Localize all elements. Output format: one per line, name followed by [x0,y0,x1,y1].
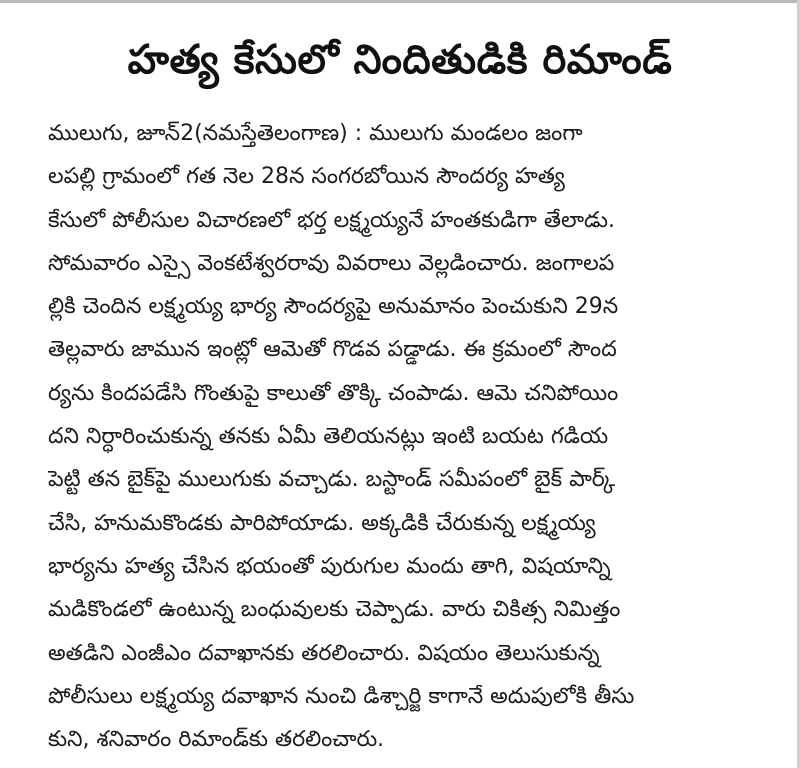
article-line: లపల్లి గ్రామంలో గత నెల 28న సంగరబోయిన సౌందర్య హత్య [48,164,565,190]
article-body [48,112,760,761]
article-line: ర్యను కిందపడేసి గొంతుపై కాలుతో తొక్కి చంపాడు. ఆమె చనిపోయిం [48,380,619,406]
article-line: పోలీసులు లక్ష్మయ్య దవాఖాన నుంచి డిశ్చార్జి కాగానే అదుపులోకి తీసు [48,683,635,709]
article-line: కేసులో పోలీసుల విచారణలో భర్త లక్ష్మయ్యనే హంతకుడిగా తేలాడు. [48,207,615,233]
article-line: భార్యను హత్య చేసిన భయంతో పురుగుల మందు తాగి, విషయాన్ని [48,553,611,579]
article-line: మడికొండలో ఉంటున్న బంధువులకు చెప్పాడు. వారు చికిత్స నిమిత్తం [48,597,621,623]
article-line: సోమవారం ఎస్సై వెంకటేశ్వరరావు వివరాలు వెల్లడించారు. జంగాలప [48,250,615,276]
article-line: పెట్టి తన బైక్‌పై ములుగుకు వచ్చాడు. బస్టాండ్ సమీపంలో బైక్ పార్క్ [48,467,616,493]
article-line: ములుగు, జూన్2(నమస్తేతెలంగాణ) : ములుగు మండలం జంగా [48,121,583,146]
article-line: దని నిర్ధారించుకున్న తనకు ఏమీ తెలియనట్లు ఇంటి బయట గడియ [48,424,609,450]
article-line: కుని, శనివారం రిమాండ్‌కు తరలించారు. [48,727,385,753]
article-line: తెల్లవారు జామున ఇంట్లో ఆమెతో గొడవ పడ్డాడు. ఈ క్రమంలో సౌంద [48,337,617,363]
headline: హత్య కేసులో నిందితుడికి రిమాండ్ [127,37,673,83]
article-line: అతడిని ఎంజీఎం దవాఖానకు తరలించారు. విషయం తెలుసుకున్న [48,640,600,666]
article-line: ల్లికి చెందిన లక్ష్మయ్య భార్య సౌందర్యపై అనుమానం పెంచుకుని 29న [48,294,619,320]
article-line: చేసి, హనుమకొండకు పారిపోయాడు. అక్కడికి చేరుకున్న లక్ష్మయ్య [48,510,596,536]
top-border [0,0,800,3]
